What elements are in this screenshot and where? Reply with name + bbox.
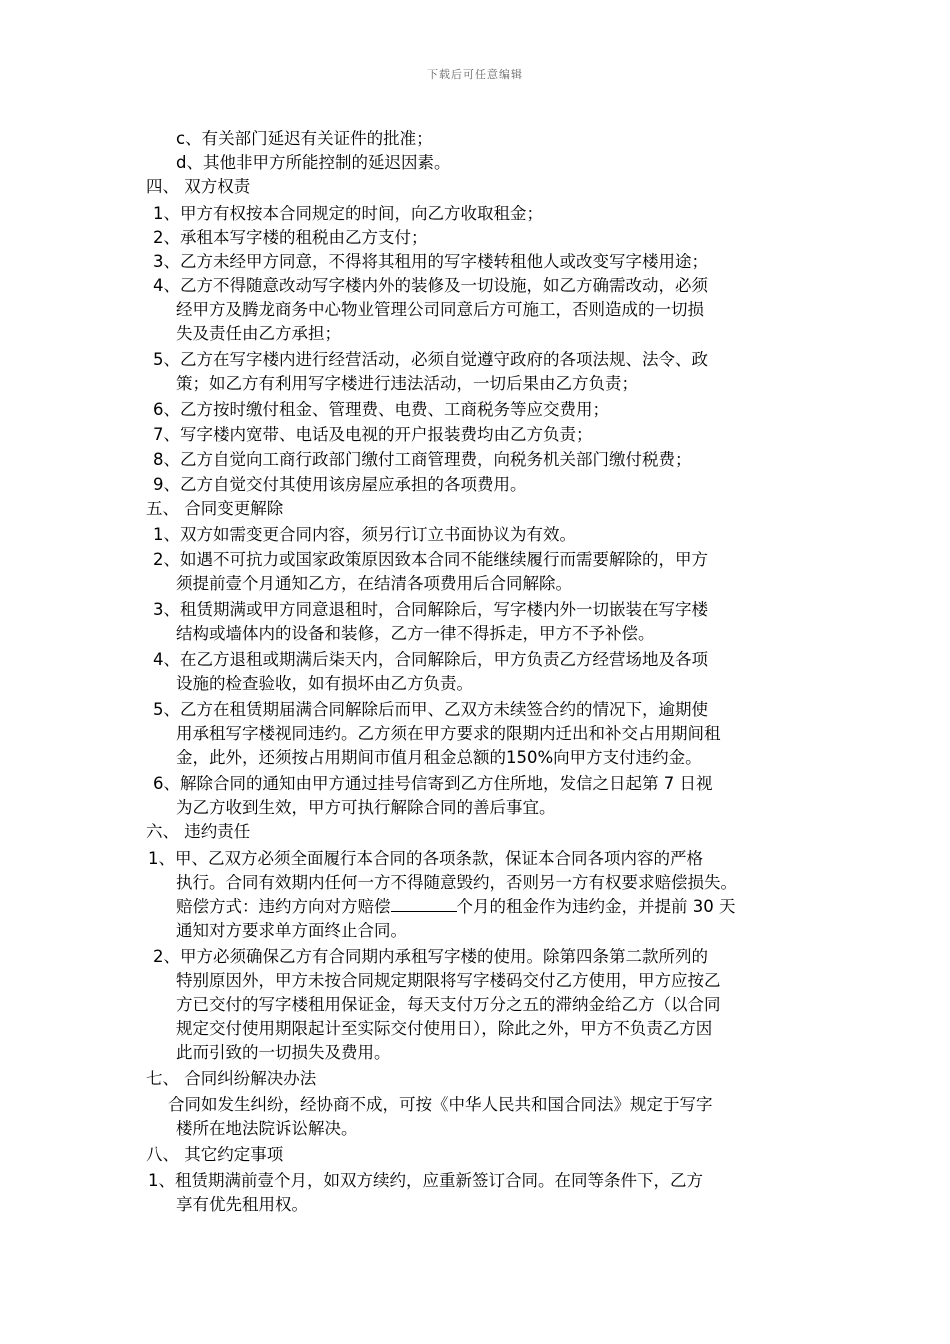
clause-line: 2、承租本写字楼的租税由乙方支付；: [153, 228, 428, 247]
clause-line: 失及责任由乙方承担；: [176, 324, 341, 343]
clause-line: 3、租赁期满或甲方同意退租时，合同解除后，写字楼内外一切嵌装在写字楼: [153, 600, 708, 619]
clause-line: 为乙方收到生效，甲方可执行解除合同的善后事宜。: [176, 798, 556, 817]
clause-line: 1、租赁期满前壹个月，如双方续约，应重新签订合同。在同等条件下，乙方: [148, 1171, 703, 1190]
section-heading: 四、 双方权责: [146, 177, 251, 196]
clause-line: 结构或墙体内的设备和装修，乙方一律不得拆走，甲方不予补偿。: [176, 624, 655, 643]
clause-line: 合同如发生纠纷，经协商不成，可按《中华人民共和国合同法》规定于写字: [168, 1095, 713, 1114]
clause-line: [176, 896, 736, 918]
clause-line: 3、乙方未经甲方同意，不得将其租用的写字楼转租他人或改变写字楼用途；: [153, 252, 708, 271]
clause-line: 方已交付的写字楼租用保证金，每天支付万分之五的滞纳金给乙方（以合同: [176, 995, 721, 1014]
clause-line: c、有关部门延迟有关证件的批准；: [176, 129, 433, 148]
clause-line: 2、甲方必须确保乙方有合同期内承租写字楼的使用。除第四条第二款所列的: [153, 947, 708, 966]
clause-line: 规定交付使用期限起计至实际交付使用日），除此之外，甲方不负责乙方因: [176, 1019, 713, 1038]
clause-line: 通知对方要求单方面终止合同。: [176, 921, 407, 940]
clause-line: 1、甲、乙双方必须全面履行本合同的各项条款，保证本合同各项内容的严格: [148, 849, 703, 868]
section-heading: 八、 其它约定事项: [146, 1145, 284, 1164]
clause-line: 2、如遇不可抗力或国家政策原因致本合同不能继续履行而需要解除的，甲方: [153, 550, 708, 569]
clause-line: 4、在乙方退租或期满后柒天内，合同解除后，甲方负责乙方经营场地及各项: [153, 650, 708, 669]
clause-line: 5、乙方在写字楼内进行经营活动，必须自觉遵守政府的各项法规、法令、政: [153, 350, 708, 369]
page-header-watermark: 下载后可任意编辑: [427, 68, 523, 81]
clause-line: 1、双方如需变更合同内容，须另行订立书面协议为有效。: [153, 525, 576, 544]
clause-line: 执行。合同有效期内任何一方不得随意毁约，否则另一方有权要求赔偿损失。: [176, 873, 737, 892]
clause-line: 经甲方及腾龙商务中心物业管理公司同意后方可施工，否则造成的一切损: [176, 300, 704, 319]
clause-line: 此而引致的一切损失及费用。: [176, 1043, 391, 1062]
section-heading: 六、 违约责任: [146, 822, 251, 841]
clause-line: 金，此外，还须按占用期间市值月租金总额的150%向甲方支付违约金。: [176, 748, 702, 767]
clause-line: 8、乙方自觉向工商行政部门缴付工商管理费，向税务机关部门缴付税费；: [153, 450, 692, 469]
clause-line: 用承租写字楼视同违约。乙方须在甲方要求的限期内迁出和补交占用期间租: [176, 724, 721, 743]
clause-line: 设施的检查验收，如有损坏由乙方负责。: [176, 674, 473, 693]
clause-line: 5、乙方在租赁期届满合同解除后而甲、乙双方未续签合约的情况下，逾期使: [153, 700, 708, 719]
compensation-text: 赔偿方式：违约方向对方赔偿: [176, 897, 391, 916]
clause-line: 6、解除合同的通知由甲方通过挂号信寄到乙方住所地，发信之日起第 7 日视: [153, 774, 713, 793]
clause-line: 特别原因外，甲方未按合同规定期限将写字楼码交付乙方使用，甲方应按乙: [176, 971, 721, 990]
clause-line: 策；如乙方有利用写字楼进行违法活动，一切后果由乙方负责；: [176, 374, 638, 393]
section-heading: 七、 合同纠纷解决办法: [146, 1069, 317, 1088]
clause-line: d、其他非甲方所能控制的延迟因素。: [176, 153, 451, 172]
compensation-months-blank[interactable]: [391, 897, 457, 912]
clause-line: 楼所在地法院诉讼解决。: [176, 1119, 358, 1138]
clause-line: 6、乙方按时缴付租金、管理费、电费、工商税务等应交费用；: [153, 400, 609, 419]
clause-line: 须提前壹个月通知乙方，在结清各项费用后合同解除。: [176, 574, 572, 593]
compensation-text-cont: 个月的租金作为违约金，并提前 30 天: [456, 897, 736, 916]
clause-line: 1、甲方有权按本合同规定的时间，向乙方收取租金；: [153, 204, 543, 223]
section-heading: 五、 合同变更解除: [146, 499, 284, 518]
clause-line: 4、乙方不得随意改动写字楼内外的装修及一切设施，如乙方确需改动，必须: [153, 276, 708, 295]
clause-line: 9、乙方自觉交付其使用该房屋应承担的各项费用。: [153, 475, 527, 494]
clause-line: 7、写字楼内宽带、电话及电视的开户报装费均由乙方负责；: [153, 425, 593, 444]
clause-line: 享有优先租用权。: [176, 1195, 308, 1214]
